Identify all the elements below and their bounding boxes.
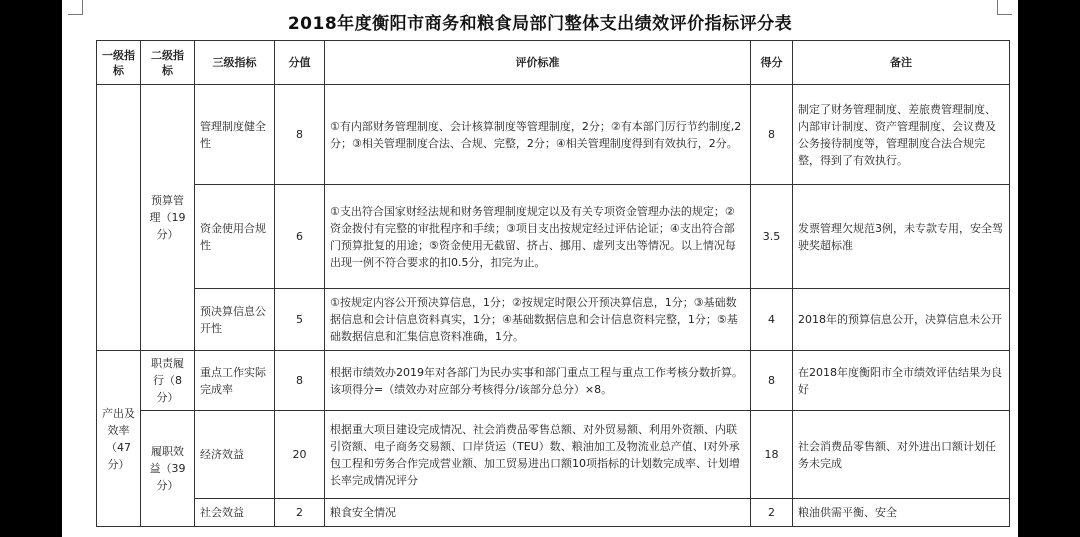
right-dark-margin: [1018, 0, 1080, 537]
value-cell: 6: [275, 185, 325, 289]
value-cell: 5: [275, 289, 325, 351]
level3-cell: 预决算信息公开性: [195, 289, 275, 351]
table-row: [97, 351, 1010, 411]
value-cell: 20: [275, 411, 325, 499]
score-cell: 3.5: [751, 185, 793, 289]
score-cell: 2: [751, 499, 793, 527]
level2-cell: 职责履行（8分）: [141, 351, 195, 411]
criteria-cell: ①支出符合国家财经法规和财务管理制度规定以及有关专项资金管理办法的规定；②资金拨付有完整的审批程序和手续；③项目支出按规定经过评估论证；④支出符合部门预算批复的用途；⑤资金使用无截留、挤占、挪用、虚列支出等情况。以上情况每出现一例不符合要求的扣0.5分，扣完为止。: [325, 185, 751, 289]
score-table: [96, 40, 1010, 527]
level1-cell: 产出及效率（47分）: [97, 351, 141, 527]
document-page: [62, 0, 1018, 537]
criteria-cell: 粮食安全情况: [325, 499, 751, 527]
table-row: [97, 85, 1010, 185]
criteria-cell: ①有内部财务管理制度、会计核算制度等管理制度，2分；②有本部门厉行节约制度,2分；③相关管理制度合法、合规、完整，2分；④相关管理制度得到有效执行，2分。: [325, 85, 751, 185]
criteria-cell: ①按规定内容公开预决算信息，1分；②按规定时限公开预决算信息，1分；③基础数据信息和会计信息资料真实，1分；④基础数据信息和会计信息资料完整，1分；⑤基础数据信息和汇集信息资料准确，1分。: [325, 289, 751, 351]
level2-cell: 预算管理（19分）: [141, 85, 195, 351]
table-row: [97, 411, 1010, 499]
header-criteria: 评价标准: [325, 41, 751, 85]
header-level2: 二级指标: [141, 41, 195, 85]
document-title: 2018年度衡阳市商务和粮食局部门整体支出绩效评价指标评分表: [287, 14, 793, 34]
score-cell: 18: [751, 411, 793, 499]
header-score-value: 分值: [275, 41, 325, 85]
remark-cell: 制定了财务管理制度、差旅费管理制度、内部审计制度、资产管理制度、会议费及公务接待制度等，管理制度合法合规完整，得到了有效执行。: [793, 85, 1010, 185]
level2-cell: 履职效益（39分）: [141, 411, 195, 527]
remark-cell: 社会消费品零售额、对外进出口额计划任务未完成: [793, 411, 1010, 499]
level3-cell: 重点工作实际完成率: [195, 351, 275, 411]
table-header-row: [97, 41, 1010, 85]
header-level1: 一级指标: [97, 41, 141, 85]
value-cell: 8: [275, 85, 325, 185]
level3-cell: 管理制度健全性: [195, 85, 275, 185]
table-row: [97, 185, 1010, 289]
score-cell: 8: [751, 351, 793, 411]
table-row: [97, 499, 1010, 527]
header-remark: 备注: [793, 41, 1010, 85]
header-level3: 三级指标: [195, 41, 275, 85]
level3-cell: 资金使用合规性: [195, 185, 275, 289]
header-score: 得分: [751, 41, 793, 85]
score-cell: 8: [751, 85, 793, 185]
value-cell: 2: [275, 499, 325, 527]
criteria-cell: 根据市绩效办2019年对各部门为民办实事和部门重点工程与重点工作考核分数折算。该项得分=（绩效办对应部分考核得分/该部分总分）×8。: [325, 351, 751, 411]
left-dark-margin: [0, 0, 62, 537]
score-cell: 4: [751, 289, 793, 351]
remark-cell: 2018年的预算信息公开，决算信息未公开: [793, 289, 1010, 351]
level3-cell: 经济效益: [195, 411, 275, 499]
table-row: [97, 289, 1010, 351]
remark-cell: 在2018年度衡阳市全市绩效评估结果为良好: [793, 351, 1010, 411]
remark-cell: 粮油供需平衡、安全: [793, 499, 1010, 527]
level1-cell-empty: [97, 85, 141, 351]
remark-cell: 发票管理欠规范3例，未专款专用，安全驾驶奖超标准: [793, 185, 1010, 289]
value-cell: 8: [275, 351, 325, 411]
criteria-cell: 根据重大项目建设完成情况、社会消费品零售总额、对外贸易额、利用外资额、内联引资额、电子商务交易额、口岸货运（TEU）数、粮油加工及物流业总产值、l对外承包工程和劳务合作完成营业额、加工贸易进出口额10项指标的计划数完成率、计划增长率完成情况评分: [325, 411, 751, 499]
level3-cell: 社会效益: [195, 499, 275, 527]
